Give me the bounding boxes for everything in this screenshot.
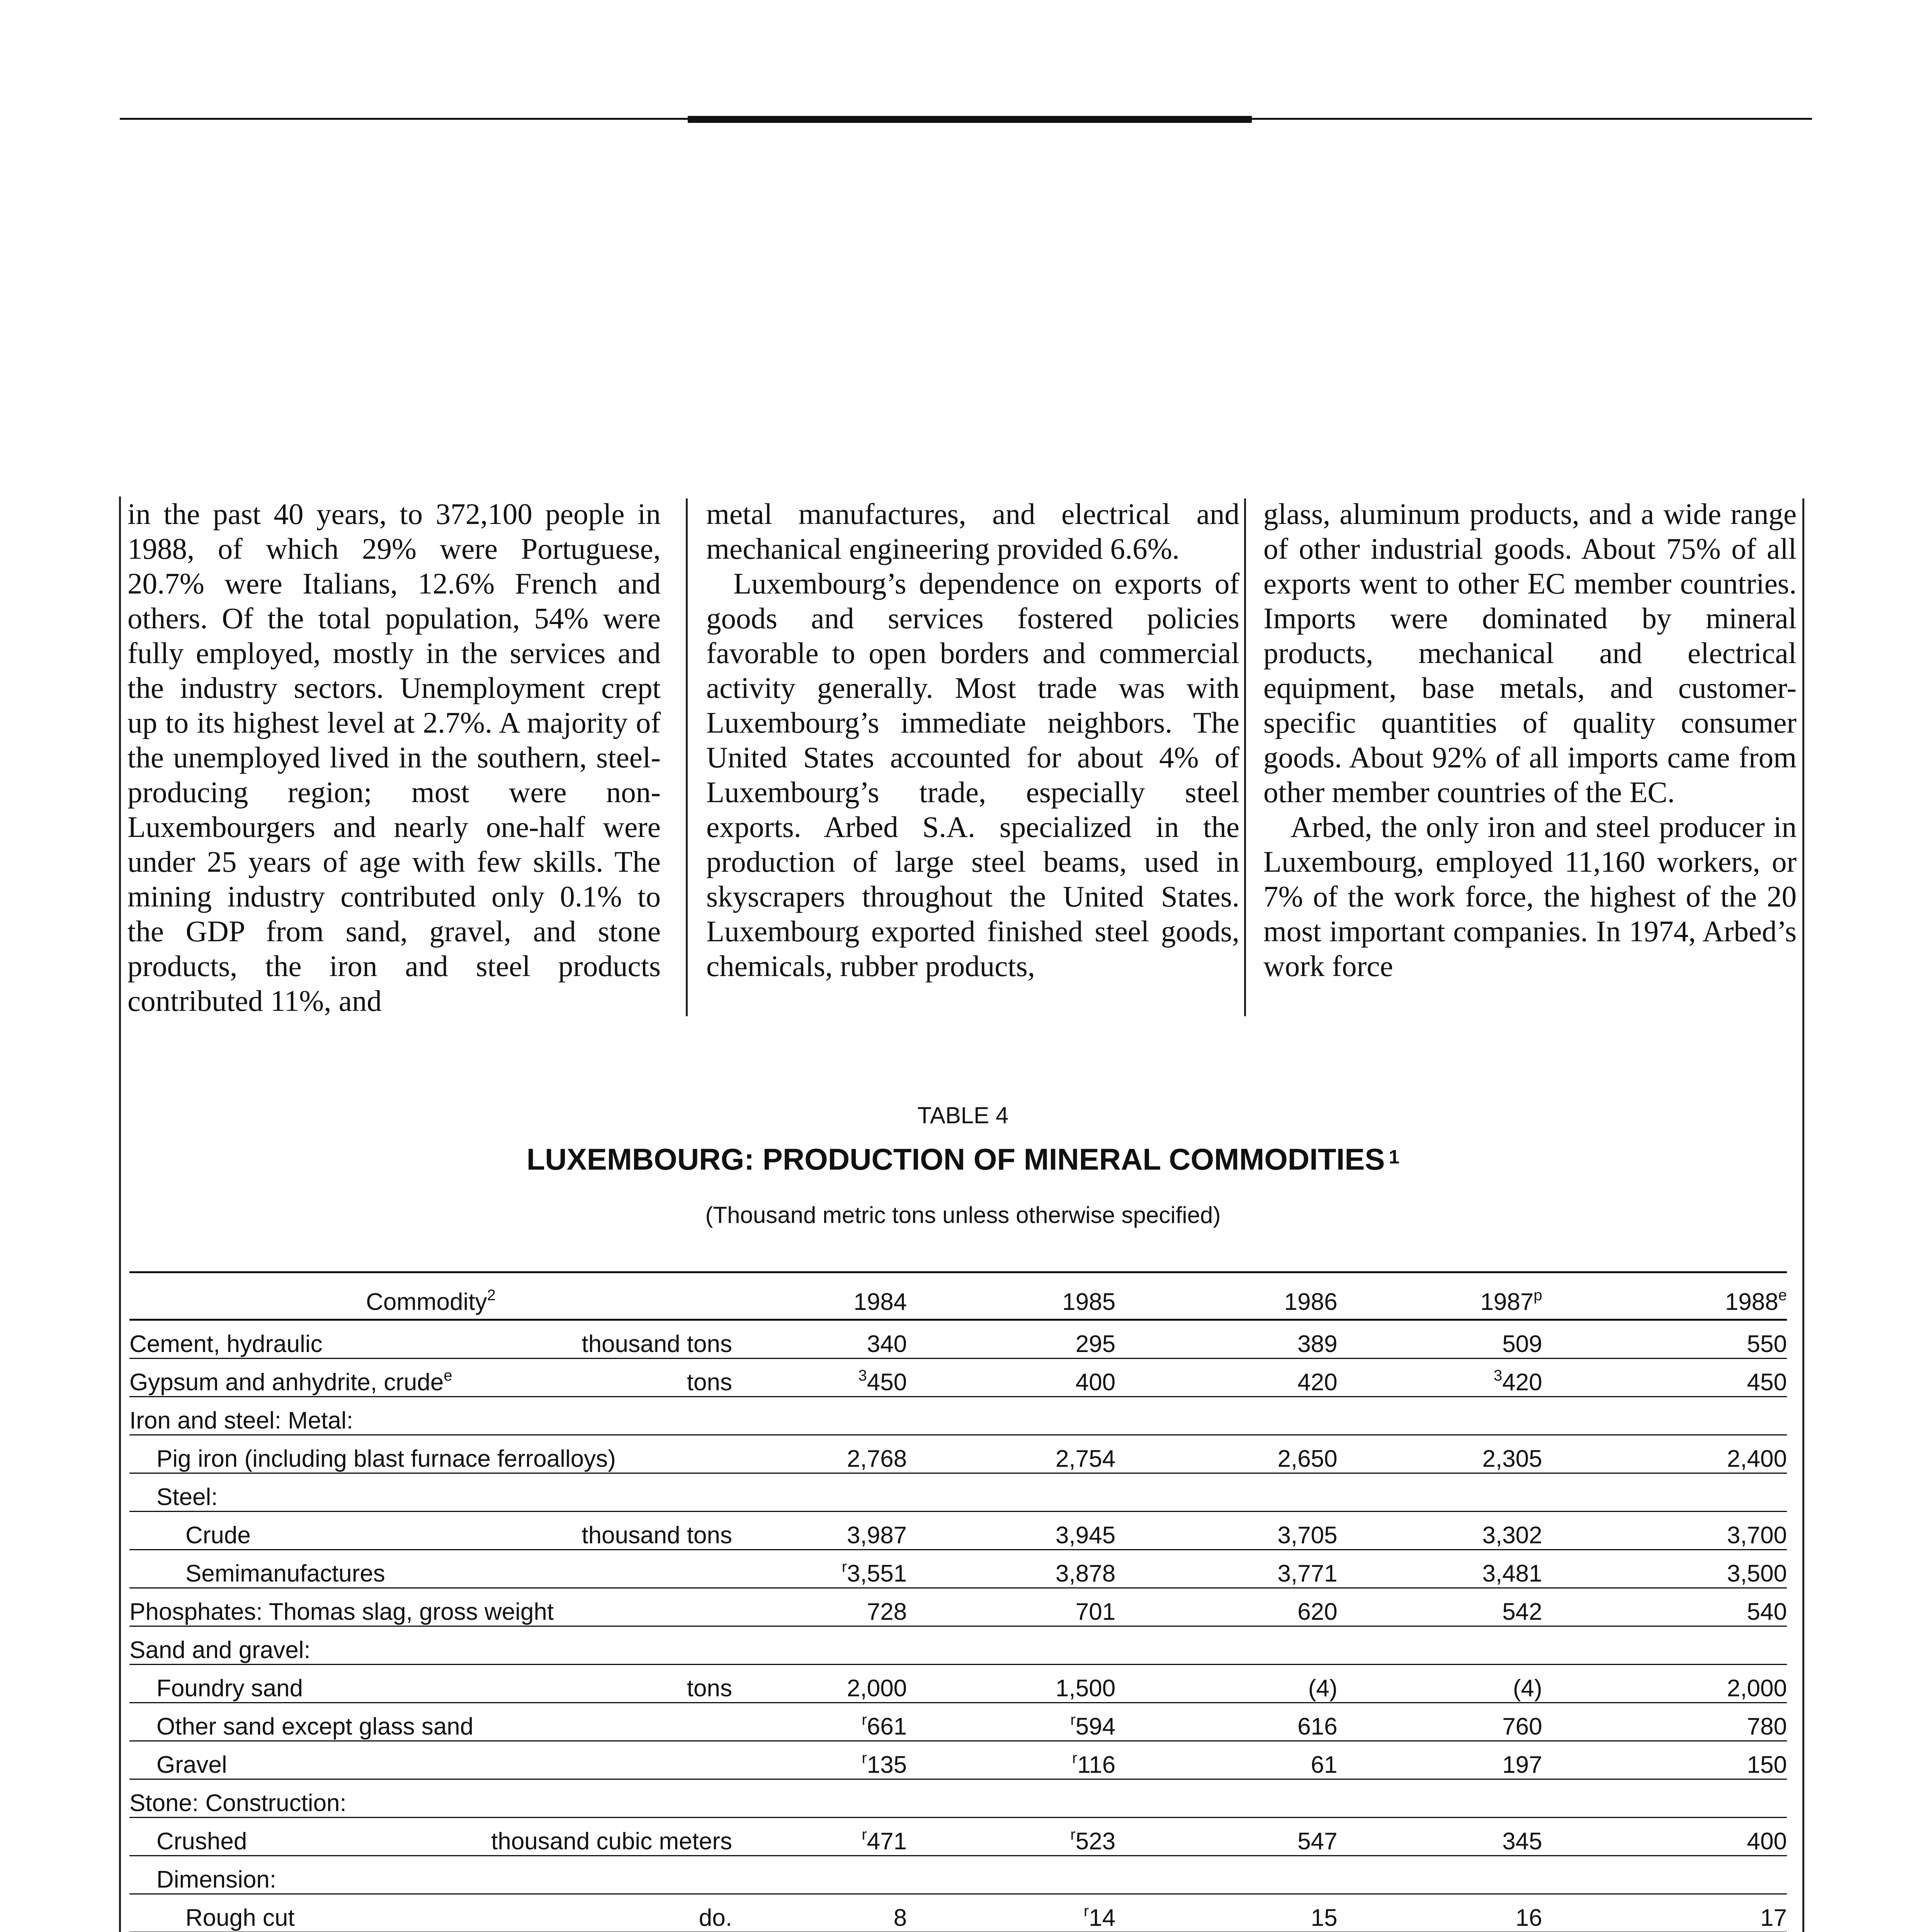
text-column-3	[1263, 497, 1797, 983]
value-cell: $^r$471	[862, 1826, 907, 1855]
table-header-row	[129, 1272, 1787, 1320]
table-row	[129, 1665, 1787, 1703]
table-row	[129, 1359, 1787, 1397]
value-cell: 3,500	[1727, 1560, 1787, 1587]
value-cell: 540	[1747, 1599, 1787, 1625]
commodity-cell: Crushed thousand cubic meters	[156, 1828, 732, 1855]
value-cell	[1377, 1779, 1582, 1818]
value-cell: 150	[1747, 1752, 1787, 1778]
value-cell: 2,754	[1056, 1446, 1116, 1472]
paragraph: glass, aluminum products, and a wide range of other industrial goods. About 75% of all exports went to other EC member countries. Imports were dominated by mineral products, mechanical and electrical equipment, base metals, and customer-specific quantities of quality consumer goods. About 92% of all imports came from other member countries of the EC.	[1263, 497, 1797, 809]
table-row	[129, 1703, 1787, 1741]
table-row	[129, 1588, 1787, 1626]
value-cell: 616	[1297, 1713, 1338, 1740]
paragraph: in the past 40 years, to 372,100 people in 1988, of which 29% were Portuguese, 20.7% were Italians, 12.6% French and others. Of the total population, 54% were fully employed, mostly in the services and the industry sectors. Unemployment crept up to its highest level at 2.7%. A majority of the unemployed lived in the southern, steel-producing region; most were non-Luxembourgers and nearly one-half were under 25 years of age with few skills. The mining industry contributed only 0.1% to the GDP from sand, gravel, and stone products, the iron and steel products contributed 11%, and	[127, 497, 661, 1017]
value-cell: 760	[1502, 1713, 1542, 1740]
header-1985: 1985	[1062, 1289, 1116, 1315]
column-rule-2	[1244, 498, 1246, 1016]
value-cell	[1377, 1626, 1582, 1665]
value-cell: 2,305	[1482, 1446, 1542, 1472]
value-cell	[1169, 1856, 1377, 1894]
value-cell: $^r$135	[862, 1750, 907, 1778]
paragraph: Arbed, the only iron and steel producer in Luxembourg, employed 11,160 workers, or 7% of the work force, the highest of the 20 most important companies. In 1974, Arbed’s work force	[1263, 810, 1797, 983]
table-row	[129, 1626, 1787, 1665]
paragraph: Luxembourg’s dependence on exports of goods and services fostered policies favorable to open borders and commercial activity generally. Most trade was with Luxembourg’s immediate neighbors. The United States accounted for about 4% of Luxembourg’s trade, especially steel exports. Arbed S.A. specialized in the production of large steel beams, used in skyscrapers throughout the United States. Luxembourg exported finished steel goods, chemicals, rubber products,	[706, 567, 1239, 983]
value-cell: $^r$116	[1072, 1750, 1116, 1778]
table-row	[129, 1856, 1787, 1894]
value-cell: 450	[1747, 1369, 1787, 1396]
table-row	[129, 1320, 1787, 1359]
commodity-cell: Dimension:	[156, 1866, 277, 1893]
value-cell: 197	[1502, 1752, 1542, 1778]
value-cell	[1169, 1397, 1377, 1435]
value-cell: 400	[1747, 1828, 1787, 1855]
value-cell: $^3$450	[858, 1367, 907, 1396]
value-cell: 295	[1075, 1331, 1116, 1357]
value-cell: 728	[867, 1599, 907, 1625]
commodity-cell: Sand and gravel:	[129, 1637, 311, 1663]
production-table	[129, 1271, 1787, 1932]
value-cell	[1582, 1626, 1787, 1665]
value-cell	[1582, 1397, 1787, 1435]
value-cell: 3,700	[1727, 1522, 1787, 1549]
table-row	[129, 1397, 1787, 1435]
value-cell: 1,500	[1056, 1675, 1116, 1702]
table-row	[129, 1550, 1787, 1588]
header-1986: 1986	[1284, 1289, 1338, 1315]
value-cell: $^r$594	[1070, 1711, 1116, 1740]
value-cell: $^r$661	[862, 1711, 907, 1740]
table-row	[129, 1894, 1787, 1932]
table-row	[129, 1435, 1787, 1473]
value-cell: 3,878	[1056, 1560, 1116, 1587]
value-cell: 3,302	[1482, 1522, 1542, 1549]
table-title-footnote-mark: 1	[1389, 1146, 1400, 1168]
header-commodity: Commodity$^2$	[366, 1287, 496, 1315]
table-row	[129, 1473, 1787, 1512]
commodity-cell: Crude thousand tons	[185, 1522, 732, 1549]
commodity-cell: Phosphates: Thomas slag, gross weight	[129, 1599, 554, 1625]
value-cell	[1377, 1473, 1582, 1512]
header-bar	[688, 116, 1252, 123]
value-cell	[1582, 1856, 1787, 1894]
value-cell: 2,650	[1277, 1446, 1338, 1472]
value-cell: 3,945	[1056, 1522, 1116, 1549]
value-cell	[960, 1779, 1169, 1818]
value-cell	[960, 1856, 1169, 1894]
value-cell	[732, 1779, 960, 1818]
value-cell: 2,400	[1727, 1446, 1787, 1472]
commodity-cell: Gravel	[156, 1752, 227, 1778]
value-cell: $^3$420	[1493, 1367, 1542, 1396]
value-cell: 3,705	[1277, 1522, 1338, 1549]
value-cell: 389	[1297, 1331, 1338, 1357]
commodity-cell: Pig iron (including blast furnace ferroalloys)	[156, 1446, 616, 1472]
commodity-cell: Gypsum and anhydrite, crude$^e$ tons	[129, 1367, 732, 1396]
value-cell	[960, 1626, 1169, 1665]
commodity-cell: Foundry sand tons	[156, 1675, 732, 1702]
table-label: TABLE 4	[917, 1102, 1009, 1128]
value-cell: 3,481	[1482, 1560, 1542, 1587]
value-cell	[960, 1397, 1169, 1435]
value-cell: 8	[893, 1905, 907, 1931]
table-row	[129, 1741, 1787, 1779]
commodity-cell: Semimanufactures	[185, 1560, 385, 1587]
value-cell: 620	[1297, 1599, 1338, 1625]
value-cell	[1582, 1779, 1787, 1818]
table-row	[129, 1818, 1787, 1856]
value-cell: 2,000	[847, 1675, 907, 1702]
paragraph: metal manufactures, and electrical and mechanical engineering provided 6.6%.	[706, 497, 1239, 565]
value-cell	[1377, 1397, 1582, 1435]
header-1987: 1987$^p$	[1480, 1287, 1542, 1315]
table-title-text: LUXEMBOURG: PRODUCTION OF MINERAL COMMODITIES	[526, 1142, 1385, 1176]
value-cell	[732, 1626, 960, 1665]
value-cell	[732, 1473, 960, 1512]
value-cell: 780	[1747, 1713, 1787, 1740]
value-cell	[1169, 1626, 1377, 1665]
value-cell: 420	[1297, 1369, 1338, 1396]
value-cell: 701	[1075, 1599, 1116, 1625]
value-cell: 61	[1311, 1752, 1338, 1778]
value-cell: 2,000	[1727, 1675, 1787, 1702]
header-1984: 1984	[853, 1289, 907, 1315]
value-cell: (4)	[1513, 1675, 1542, 1702]
value-cell	[1169, 1473, 1377, 1512]
value-cell	[1169, 1779, 1377, 1818]
value-cell	[1582, 1473, 1787, 1512]
commodity-cell: Iron and steel: Metal:	[129, 1407, 353, 1434]
value-cell: 15	[1311, 1905, 1338, 1931]
value-cell	[1377, 1856, 1582, 1894]
value-cell: $^r$14	[1083, 1903, 1116, 1931]
value-cell: $^r$3,551	[841, 1558, 907, 1587]
value-cell: $^r$523	[1070, 1826, 1116, 1855]
header-1988: 1988e	[1725, 1287, 1787, 1315]
commodity-cell: Cement, hydraulic thousand tons	[129, 1331, 732, 1357]
value-cell	[732, 1397, 960, 1435]
table-title	[0, 1142, 1926, 1177]
text-column-2	[706, 497, 1239, 983]
value-cell: 345	[1502, 1828, 1542, 1855]
commodity-cell: Stone: Construction:	[129, 1790, 347, 1816]
value-cell: 509	[1502, 1331, 1542, 1357]
table-row	[129, 1512, 1787, 1550]
value-cell: 3,987	[847, 1522, 907, 1549]
value-cell: 3,771	[1277, 1560, 1338, 1587]
value-cell: 400	[1075, 1369, 1116, 1396]
value-cell	[732, 1856, 960, 1894]
value-cell: 550	[1747, 1331, 1787, 1357]
value-cell: 547	[1297, 1828, 1338, 1855]
value-cell: 542	[1502, 1599, 1542, 1625]
value-cell	[960, 1473, 1169, 1512]
value-cell: 340	[867, 1331, 907, 1357]
commodity-cell: Other sand except glass sand	[156, 1713, 474, 1740]
commodity-cell: Steel:	[156, 1484, 218, 1510]
table-subtitle: (Thousand metric tons unless otherwise specified)	[705, 1202, 1221, 1228]
table-row	[129, 1779, 1787, 1818]
commodity-cell: Rough cut do.	[185, 1905, 732, 1931]
value-cell: 17	[1760, 1905, 1787, 1931]
value-cell: (4)	[1308, 1675, 1338, 1702]
value-cell: 16	[1515, 1905, 1542, 1931]
value-cell: 2,768	[847, 1446, 907, 1472]
column-rule-1	[686, 498, 688, 1016]
text-column-1	[127, 497, 661, 1018]
